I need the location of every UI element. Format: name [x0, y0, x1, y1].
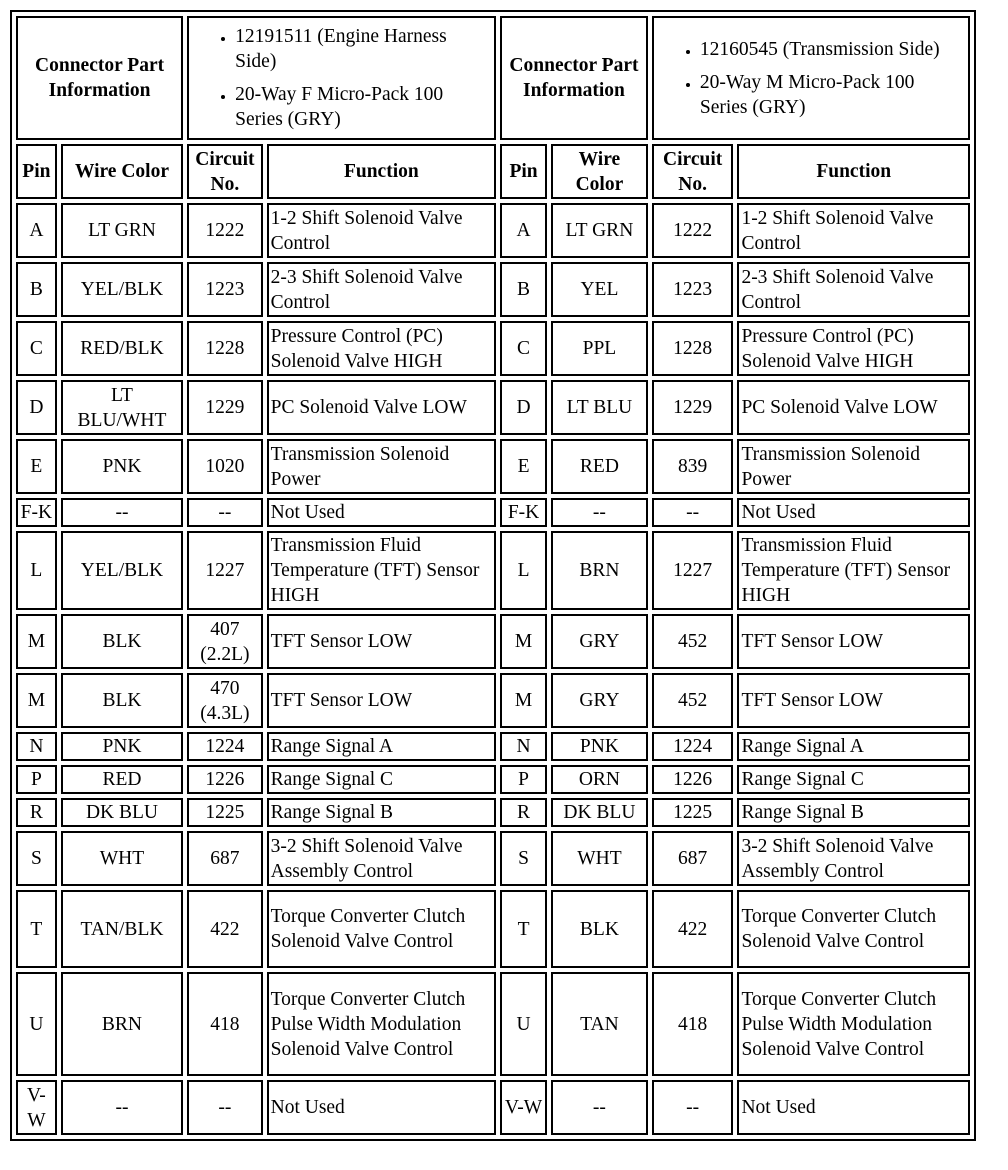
- wire-color-right: BLK: [551, 890, 648, 968]
- function-left: TFT Sensor LOW: [267, 614, 496, 669]
- circuit-left: 1226: [187, 765, 262, 794]
- connector-info-row: [16, 16, 970, 140]
- pin-right: D: [500, 380, 547, 435]
- function-right: TFT Sensor LOW: [737, 614, 970, 669]
- part-item: • 20-Way F Micro-Pack 100 Series (GRY): [235, 82, 492, 132]
- function-left: Transmission Solenoid Power: [267, 439, 496, 494]
- header-wire-color-right: Wire Color: [551, 144, 648, 199]
- function-right: Torque Converter Clutch Solenoid Valve Control: [737, 890, 970, 968]
- function-left: Range Signal C: [267, 765, 496, 794]
- pin-right: N: [500, 732, 547, 761]
- wire-color-right: PNK: [551, 732, 648, 761]
- circuit-right: 452: [652, 673, 734, 728]
- function-left: TFT Sensor LOW: [267, 673, 496, 728]
- part-item: • 20-Way M Micro-Pack 100 Series (GRY): [700, 70, 966, 120]
- circuit-left: 1222: [187, 203, 262, 258]
- circuit-left: 1225: [187, 798, 262, 827]
- pin-left: F-K: [16, 498, 57, 527]
- function-right: 3-2 Shift Solenoid Valve Assembly Control: [737, 831, 970, 886]
- circuit-left: 418: [187, 972, 262, 1076]
- circuit-left: 1223: [187, 262, 262, 317]
- connector-pinout-table: [10, 10, 976, 1141]
- function-left: 1-2 Shift Solenoid Valve Control: [267, 203, 496, 258]
- circuit-right: 452: [652, 614, 734, 669]
- connector-parts-left: [187, 16, 496, 140]
- function-left: Range Signal A: [267, 732, 496, 761]
- function-left: PC Solenoid Valve LOW: [267, 380, 496, 435]
- table-row: [16, 321, 970, 376]
- function-right: Pressure Control (PC) Solenoid Valve HIGH: [737, 321, 970, 376]
- table-row: [16, 890, 970, 968]
- table-row: [16, 380, 970, 435]
- table-row: [16, 673, 970, 728]
- function-left: Not Used: [267, 1080, 496, 1135]
- pin-left: M: [16, 673, 57, 728]
- table-row: [16, 203, 970, 258]
- wire-color-left: DK BLU: [61, 798, 183, 827]
- table-row: [16, 614, 970, 669]
- wire-color-right: WHT: [551, 831, 648, 886]
- wire-color-right: --: [551, 1080, 648, 1135]
- pin-right: S: [500, 831, 547, 886]
- table-row: [16, 831, 970, 886]
- pin-right: F-K: [500, 498, 547, 527]
- circuit-left: 407 (2.2L): [187, 614, 262, 669]
- wire-color-left: YEL/BLK: [61, 531, 183, 610]
- wire-color-left: --: [61, 498, 183, 527]
- connector-info-label-left: Connector Part Information: [16, 16, 183, 140]
- wire-color-left: WHT: [61, 831, 183, 886]
- function-left: Transmission Fluid Temperature (TFT) Sensor HIGH: [267, 531, 496, 610]
- function-right: Transmission Fluid Temperature (TFT) Sensor HIGH: [737, 531, 970, 610]
- pin-right: E: [500, 439, 547, 494]
- wire-color-left: BRN: [61, 972, 183, 1076]
- function-right: Range Signal B: [737, 798, 970, 827]
- function-left: Torque Converter Clutch Solenoid Valve Control: [267, 890, 496, 968]
- wire-color-right: PPL: [551, 321, 648, 376]
- pin-right: A: [500, 203, 547, 258]
- pin-left: P: [16, 765, 57, 794]
- circuit-left: 687: [187, 831, 262, 886]
- circuit-right: 1224: [652, 732, 734, 761]
- table-row: [16, 531, 970, 610]
- circuit-left: 1229: [187, 380, 262, 435]
- table-row: [16, 798, 970, 827]
- table-row: [16, 732, 970, 761]
- function-right: Range Signal C: [737, 765, 970, 794]
- wire-color-left: YEL/BLK: [61, 262, 183, 317]
- wire-color-right: LT GRN: [551, 203, 648, 258]
- function-left: Pressure Control (PC) Solenoid Valve HIGH: [267, 321, 496, 376]
- pin-right: C: [500, 321, 547, 376]
- circuit-left: 1227: [187, 531, 262, 610]
- pin-left: B: [16, 262, 57, 317]
- function-right: 1-2 Shift Solenoid Valve Control: [737, 203, 970, 258]
- function-left: Range Signal B: [267, 798, 496, 827]
- wire-color-right: DK BLU: [551, 798, 648, 827]
- wire-color-left: RED: [61, 765, 183, 794]
- function-right: PC Solenoid Valve LOW: [737, 380, 970, 435]
- wire-color-right: RED: [551, 439, 648, 494]
- header-pin-left: Pin: [16, 144, 57, 199]
- header-pin-right: Pin: [500, 144, 547, 199]
- function-right: Transmission Solenoid Power: [737, 439, 970, 494]
- wire-color-left: TAN/BLK: [61, 890, 183, 968]
- table-row: [16, 498, 970, 527]
- circuit-right: 1223: [652, 262, 734, 317]
- parts-list-right: [656, 37, 966, 120]
- circuit-right: 1226: [652, 765, 734, 794]
- part-item: • 12191511 (Engine Harness Side): [235, 24, 492, 74]
- pin-right: V-W: [500, 1080, 547, 1135]
- circuit-right: 418: [652, 972, 734, 1076]
- pin-left: N: [16, 732, 57, 761]
- circuit-right: 1228: [652, 321, 734, 376]
- function-right: Range Signal A: [737, 732, 970, 761]
- wire-color-left: LT GRN: [61, 203, 183, 258]
- wire-color-right: BRN: [551, 531, 648, 610]
- part-item: • 12160545 (Transmission Side): [700, 37, 966, 62]
- header-function-right: Function: [737, 144, 970, 199]
- circuit-left: 1020: [187, 439, 262, 494]
- table-row: [16, 765, 970, 794]
- circuit-left: 422: [187, 890, 262, 968]
- table-row: [16, 262, 970, 317]
- pin-right: B: [500, 262, 547, 317]
- wire-color-right: ORN: [551, 765, 648, 794]
- column-header-row: [16, 144, 970, 199]
- circuit-left: --: [187, 1080, 262, 1135]
- header-circuit-left: Circuit No.: [187, 144, 262, 199]
- pin-left: E: [16, 439, 57, 494]
- circuit-right: 1229: [652, 380, 734, 435]
- wire-color-left: BLK: [61, 614, 183, 669]
- pin-right: U: [500, 972, 547, 1076]
- circuit-right: 687: [652, 831, 734, 886]
- circuit-right: --: [652, 498, 734, 527]
- wire-color-right: GRY: [551, 673, 648, 728]
- wire-color-left: BLK: [61, 673, 183, 728]
- function-left: 3-2 Shift Solenoid Valve Assembly Control: [267, 831, 496, 886]
- function-right: TFT Sensor LOW: [737, 673, 970, 728]
- circuit-right: 1222: [652, 203, 734, 258]
- connector-parts-right: [652, 16, 970, 140]
- pin-left: T: [16, 890, 57, 968]
- wire-color-right: TAN: [551, 972, 648, 1076]
- wire-color-left: RED/BLK: [61, 321, 183, 376]
- table-row: [16, 972, 970, 1076]
- circuit-right: 839: [652, 439, 734, 494]
- pin-right: P: [500, 765, 547, 794]
- circuit-right: --: [652, 1080, 734, 1135]
- wire-color-left: --: [61, 1080, 183, 1135]
- function-left: Torque Converter Clutch Pulse Width Modulation Solenoid Valve Control: [267, 972, 496, 1076]
- header-function-left: Function: [267, 144, 496, 199]
- header-wire-color-left: Wire Color: [61, 144, 183, 199]
- connector-info-label-right: Connector Part Information: [500, 16, 648, 140]
- wire-color-right: LT BLU: [551, 380, 648, 435]
- function-right: Not Used: [737, 498, 970, 527]
- pin-left: A: [16, 203, 57, 258]
- pin-left: L: [16, 531, 57, 610]
- pin-left: V-W: [16, 1080, 57, 1135]
- wire-color-right: --: [551, 498, 648, 527]
- circuit-left: 470 (4.3L): [187, 673, 262, 728]
- wire-color-right: GRY: [551, 614, 648, 669]
- circuit-right: 422: [652, 890, 734, 968]
- pin-left: U: [16, 972, 57, 1076]
- function-right: Not Used: [737, 1080, 970, 1135]
- pin-left: M: [16, 614, 57, 669]
- function-right: Torque Converter Clutch Pulse Width Modulation Solenoid Valve Control: [737, 972, 970, 1076]
- pin-left: D: [16, 380, 57, 435]
- pin-right: R: [500, 798, 547, 827]
- parts-list-left: [191, 24, 492, 132]
- wire-color-left: PNK: [61, 439, 183, 494]
- wire-color-right: YEL: [551, 262, 648, 317]
- circuit-left: 1228: [187, 321, 262, 376]
- table-row: [16, 439, 970, 494]
- circuit-left: 1224: [187, 732, 262, 761]
- function-right: 2-3 Shift Solenoid Valve Control: [737, 262, 970, 317]
- circuit-right: 1225: [652, 798, 734, 827]
- function-left: Not Used: [267, 498, 496, 527]
- pin-right: M: [500, 614, 547, 669]
- function-left: 2-3 Shift Solenoid Valve Control: [267, 262, 496, 317]
- table-row: [16, 1080, 970, 1135]
- header-circuit-right: Circuit No.: [652, 144, 734, 199]
- pin-right: L: [500, 531, 547, 610]
- pin-left: S: [16, 831, 57, 886]
- circuit-left: --: [187, 498, 262, 527]
- circuit-right: 1227: [652, 531, 734, 610]
- pin-left: C: [16, 321, 57, 376]
- pin-left: R: [16, 798, 57, 827]
- wire-color-left: LT BLU/WHT: [61, 380, 183, 435]
- pin-right: M: [500, 673, 547, 728]
- wire-color-left: PNK: [61, 732, 183, 761]
- pin-right: T: [500, 890, 547, 968]
